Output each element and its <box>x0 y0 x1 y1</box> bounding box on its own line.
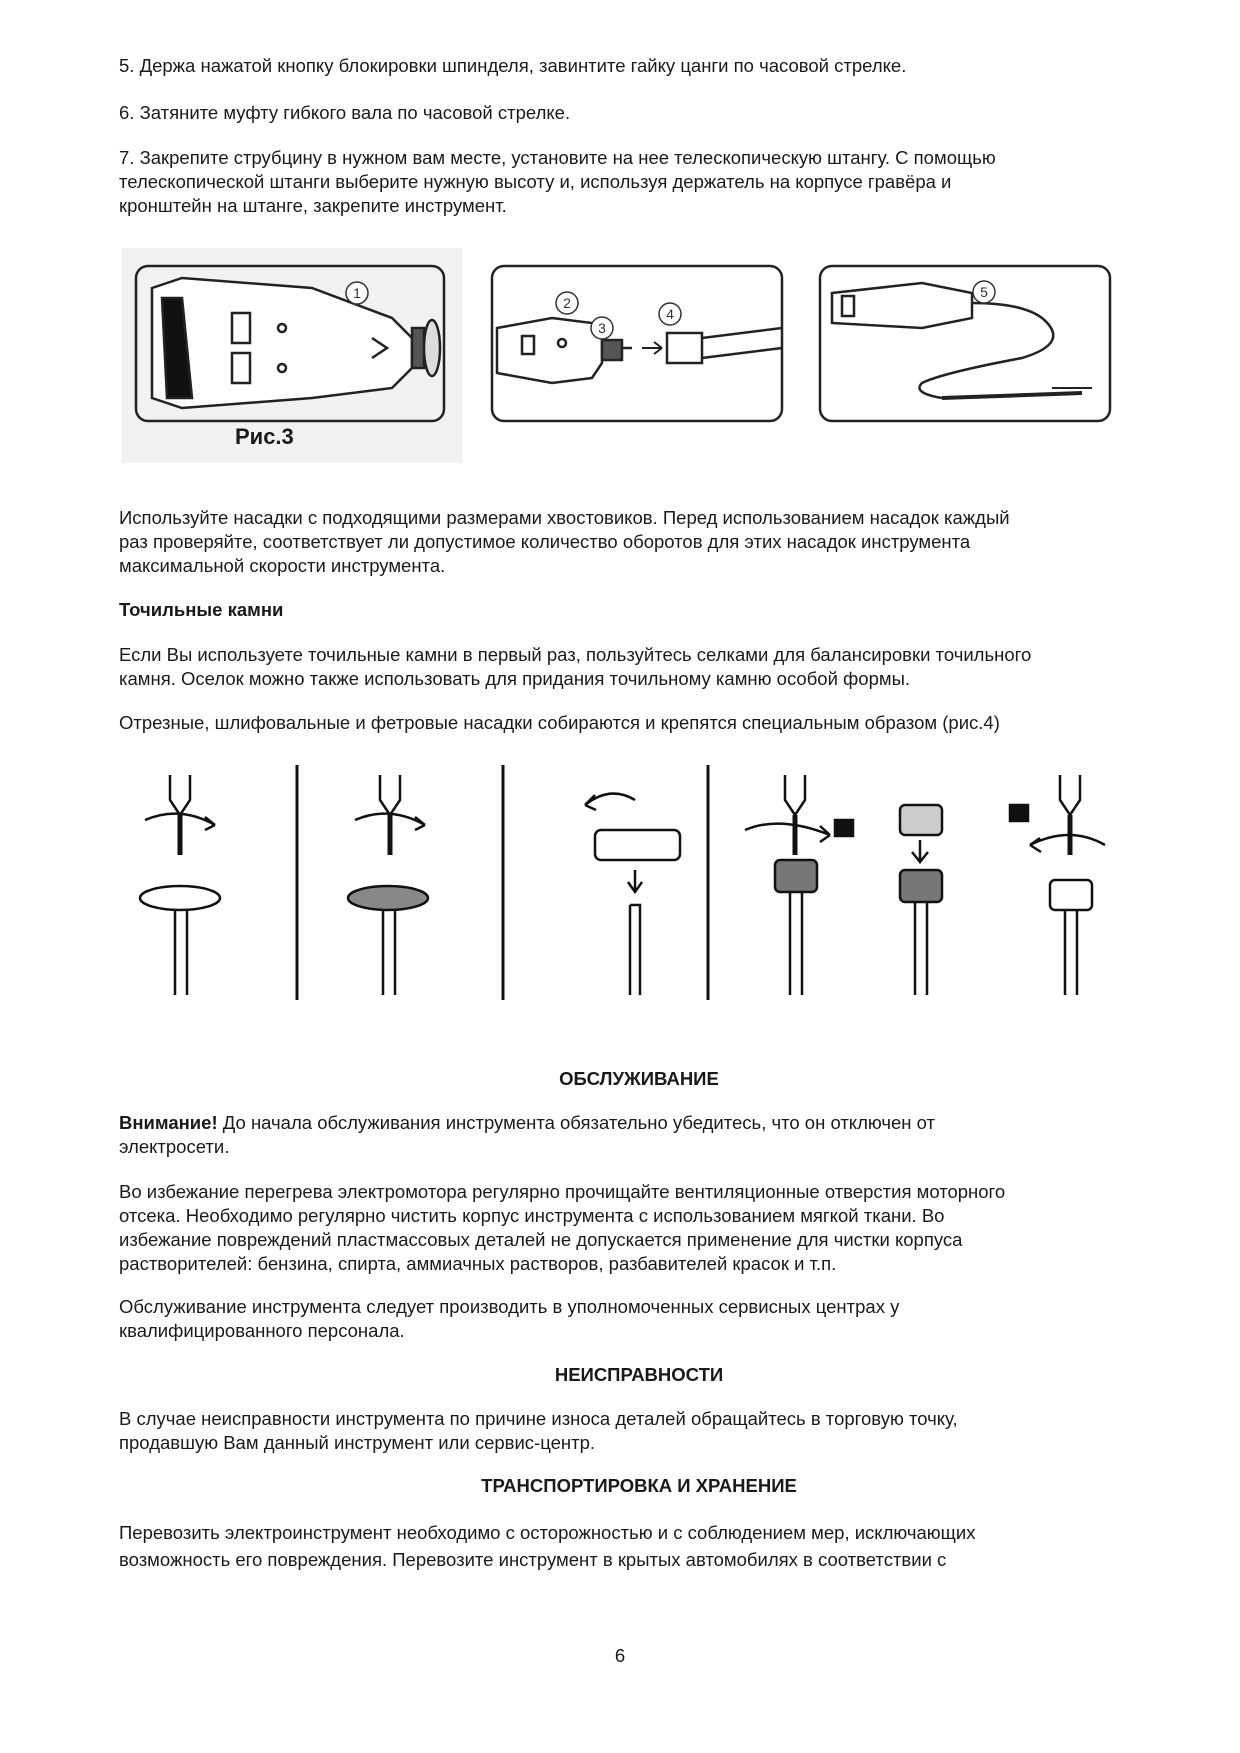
warning-line-2: электросети. <box>119 1136 230 1157</box>
shanks-line-3: максимальной скорости инструмента. <box>119 555 446 576</box>
stones-line-2: камня. Оселок можно также использовать для придания точильному камню особой формы. <box>119 668 911 689</box>
figure-3-marker-2-label: 2 <box>563 295 571 311</box>
figure-3-marker-4-label: 4 <box>666 306 674 322</box>
figure-3-marker-3-label: 3 <box>598 320 606 336</box>
figure-3 <box>122 248 1122 463</box>
shanks-line-2: раз проверяйте, соответствует ли допустимое количество оборотов для этих насадок инструмента <box>119 531 971 552</box>
warning-paragraph <box>119 1111 1159 1159</box>
transport-line-2: возможность его повреждения. Перевозите инструмент в крытых автомобилях в соответствии с <box>119 1549 947 1570</box>
faults-paragraph <box>119 1407 1159 1455</box>
figure-4 <box>130 760 1120 1010</box>
step-7-line-3: кронштейн на штанге, закрепите инструмент. <box>119 195 507 216</box>
figure-3-marker-1 <box>346 282 368 304</box>
transport-heading: ТРАНСПОРТИРОВКА И ХРАНЕНИЕ <box>481 1475 797 1496</box>
figure-4-step-stone-mount <box>745 775 853 995</box>
figure-4-step-stone-lock <box>1010 775 1105 995</box>
figure-3-marker-5-label: 5 <box>980 284 988 300</box>
faults-heading: НЕИСПРАВНОСТИ <box>554 1364 724 1385</box>
step-7-line-2: телескопической штанги выберите нужную высоту и, используя держатель на корпусе гравёра и <box>119 171 952 192</box>
figure-3-marker-4 <box>659 303 681 325</box>
maintenance-heading: ОБСЛУЖИВАНИЕ <box>559 1068 719 1089</box>
stones-heading: Точильные камни <box>119 599 284 620</box>
step-5-text: 5. Держа нажатой кнопку блокировки шпинделя, завинтите гайку цанги по часовой стрелке. <box>119 55 907 76</box>
warning-line-1: До начала обслуживания инструмента обязательно убедитесь, что он отключен от <box>217 1112 936 1133</box>
service-centers-line-2: квалифицированного персонала. <box>119 1320 405 1341</box>
figure-4-drawing <box>130 760 1120 1010</box>
service-line-3: избежание повреждений пластмассовых деталей не допускается применение для чистки корпуса <box>119 1229 963 1250</box>
step-7-line-1: 7. Закрепите струбцину в нужном вам месте, установите на нее телескопическую штангу. С помощью <box>119 147 996 168</box>
attachments-note: Отрезные, шлифовальные и фетровые насадки собираются и крепятся специальным образом (рис.4) <box>119 712 1000 733</box>
stones-line-1: Если Вы используете точильные камни в первый раз, пользуйтесь селками для балансировки точильного <box>119 644 1032 665</box>
figure-4-step-felt-wheel <box>585 794 680 995</box>
service-centers-line-1: Обслуживание инструмента следует производить в уполномоченных сервисных центрах у <box>119 1296 900 1317</box>
step-7-text <box>119 146 1159 218</box>
figure-4-step-stone-press <box>900 805 942 995</box>
service-line-2: отсека. Необходимо регулярно чистить корпус инструмента с использованием мягкой ткани. Во <box>119 1205 945 1226</box>
stones-paragraph <box>119 643 1159 691</box>
warning-label: Внимание! <box>119 1112 218 1133</box>
step-6-text: 6. Затяните муфту гибкого вала по часовой стрелке. <box>119 102 571 123</box>
service-line-1: Во избежание перегрева электромотора регулярно прочищайте вентиляционные отверстия моторного <box>119 1181 1006 1202</box>
figure-3-marker-3 <box>591 317 613 339</box>
figure-4-step-grinding-disc <box>348 775 428 995</box>
transport-paragraph <box>119 1521 1159 1572</box>
figure-4-step-cutting-disc <box>140 775 220 995</box>
service-centers-paragraph <box>119 1295 1159 1343</box>
figure-3-caption: Рис.3 <box>235 424 294 449</box>
service-line-4: растворителей: бензина, спирта, аммиачных растворов, разбавителей красок и т.п. <box>119 1253 837 1274</box>
shanks-paragraph <box>119 506 1159 578</box>
service-paragraph <box>119 1180 1159 1276</box>
shanks-line-1: Используйте насадки с подходящими размерами хвостовиков. Перед использованием насадок каждый <box>119 507 1010 528</box>
transport-line-1: Перевозить электроинструмент необходимо с осторожностью и с соблюдением мер, исключающих <box>119 1522 976 1543</box>
faults-line-2: продавшую Вам данный инструмент или сервис-центр. <box>119 1432 596 1453</box>
figure-3-marker-1-label: 1 <box>353 285 361 301</box>
page-number: 6 <box>614 1645 626 1666</box>
figure-3-marker-5 <box>973 281 995 303</box>
faults-line-1: В случае неисправности инструмента по причине износа деталей обращайтесь в торговую точку, <box>119 1408 958 1429</box>
figure-3-marker-2 <box>556 292 578 314</box>
